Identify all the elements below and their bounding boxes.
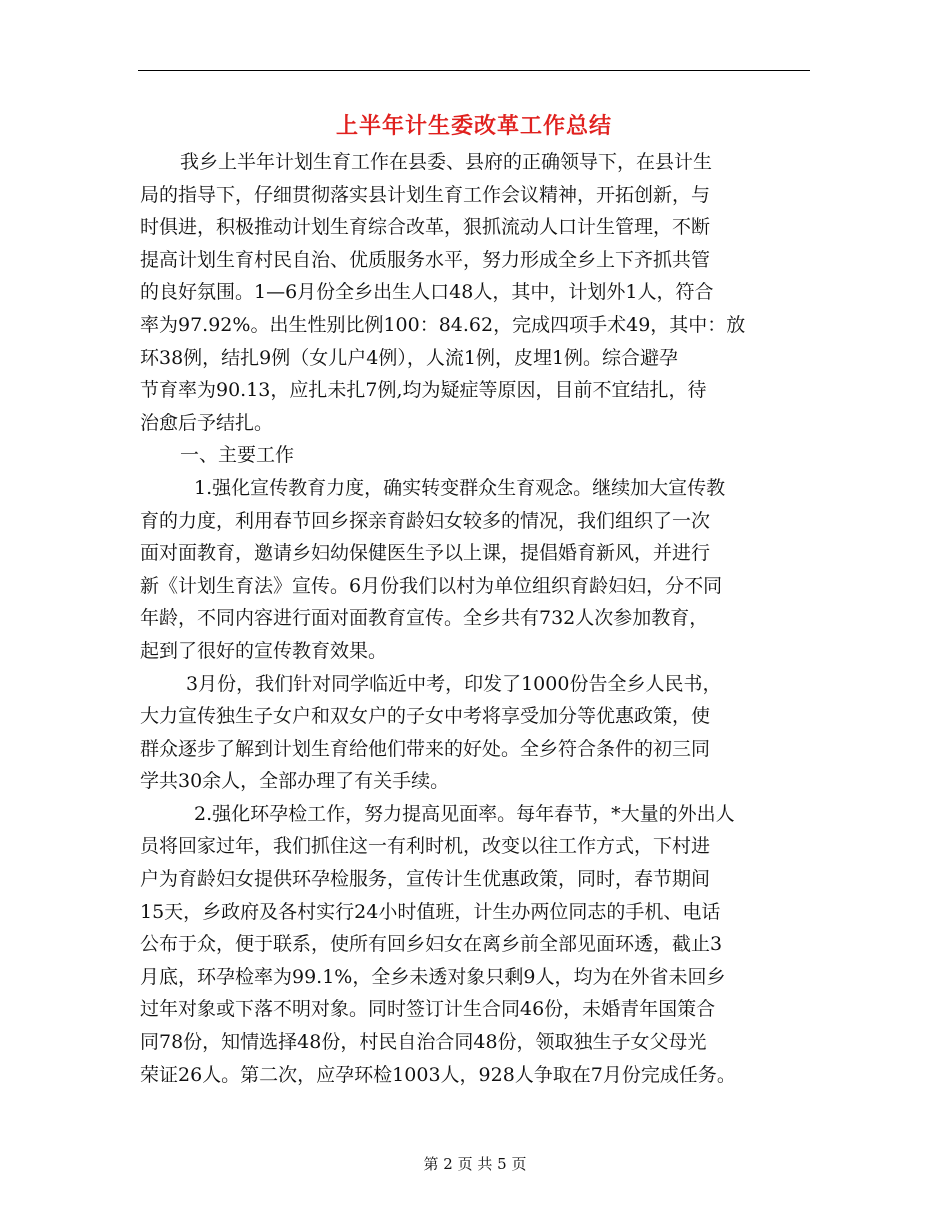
paragraph-line: 员将回家过年，我们抓住这一有利时机，改变以往工作方式，下村进 bbox=[140, 835, 711, 858]
paragraph-line: 月底，环孕检率为99.1%，全乡未透对象只剩9人，均为在外省未回乡 bbox=[140, 965, 726, 988]
paragraph-line: 育的力度，利用春节回乡探亲育龄妇女较多的情况，我们组织了一次 bbox=[140, 509, 711, 532]
paragraph-line: 学共30余人，全部办理了有关手续。 bbox=[140, 770, 450, 793]
paragraph-line: 1.强化宣传教育力度，确实转变群众生育观念。继续加大宣传教 bbox=[194, 476, 726, 499]
paragraph-line: 户为育龄妇女提供环孕检服务，宣传计生优惠政策，同时，春节期间 bbox=[140, 868, 711, 891]
paragraph-line: 面对面教育，邀请乡妇幼保健医生予以上课，提倡婚育新风，并进行 bbox=[140, 542, 711, 565]
paragraph-line: 我乡上半年计划生育工作在县委、县府的正确领导下，在县计生 bbox=[180, 151, 713, 173]
paragraph-line: 群众逐步了解到计划生育给他们带来的好处。全乡符合条件的初三同 bbox=[140, 737, 711, 760]
paragraph-line: 同78份，知情选择48份，村民自治合同48份，领取独生子女父母光 bbox=[140, 1031, 707, 1054]
paragraph-line: 2.强化环孕检工作，努力提高见面率。每年春节，*大量的外出人 bbox=[194, 802, 735, 825]
paragraph-line: 时俱进，积极推动计划生育综合改革，狠抓流动人口计生管理，不断 bbox=[140, 216, 711, 239]
document-body bbox=[140, 146, 812, 1091]
paragraph-line: 过年对象或下落不明对象。同时签订计生合同46份，未婚青年国策合 bbox=[140, 998, 716, 1021]
paragraph-line: 15天，乡政府及各村实行24小时值班，计生办两位同志的手机、电话 bbox=[140, 900, 721, 923]
paragraph-line: 荣证26人。第二次，应孕环检1003人，928人争取在7月份完成任务。 bbox=[140, 1063, 736, 1086]
paragraph-line: 3月份，我们针对同学临近中考，印发了1000份告全乡人民书， bbox=[186, 672, 722, 695]
paragraph-line: 治愈后予结扎。 bbox=[140, 411, 274, 434]
paragraph-line: 起到了很好的宣传教育效果。 bbox=[140, 639, 388, 662]
paragraph-line: 节育率为90.13，应扎未扎7例,均为疑症等原因，目前不宜结扎，待 bbox=[140, 379, 707, 402]
paragraph-line: 率为97.92%。出生性别比例100：84.62，完成四项手术49，其中：放 bbox=[140, 313, 746, 336]
paragraph-line: 提高计划生育村民自治、优质服务水平，努力形成全乡上下齐抓共管 bbox=[140, 248, 711, 271]
paragraph-line: 的良好氛围。1—6月份全乡出生人口48人，其中，计划外1人，符合 bbox=[140, 281, 714, 304]
section-heading: 一、主要工作 bbox=[180, 444, 295, 467]
paragraph-line: 公布于众，便于联系，使所有回乡妇女在离乡前全部见面环透，截止3 bbox=[140, 933, 723, 956]
paragraph-line: 年龄，不同内容进行面对面教育宣传。全乡共有732人次参加教育， bbox=[140, 607, 709, 630]
paragraph-line: 局的指导下，仔细贯彻落实县计划生育工作会议精神，开拓创新，与 bbox=[140, 183, 711, 206]
paragraph-line: 环38例，结扎9例（女儿户4例），人流1例，皮埋1例。综合避孕 bbox=[140, 346, 679, 369]
document-title: 上半年计生委改革工作总结 bbox=[335, 113, 612, 139]
paragraph-line: 大力宣传独生子女户和双女户的子女中考将享受加分等优惠政策，使 bbox=[140, 705, 711, 728]
paragraph-line: 新《计划生育法》宣传。6月份我们以村为单位组织育龄妇妇，分不同 bbox=[140, 574, 723, 597]
header-rule bbox=[138, 70, 810, 71]
page-number: 第 2 页 共 5 页 bbox=[423, 1155, 527, 1173]
